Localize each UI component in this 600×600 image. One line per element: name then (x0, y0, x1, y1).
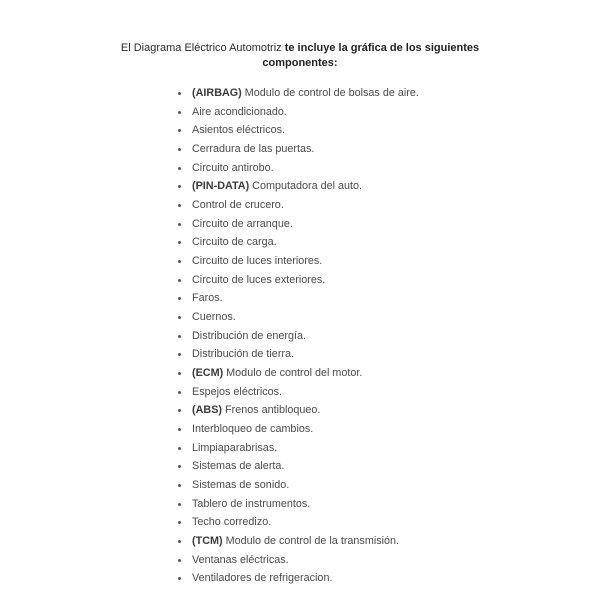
bullet-icon (178, 111, 181, 114)
component-description: Cuernos. (192, 311, 236, 324)
bullet-icon (178, 372, 181, 375)
intro-heading (0, 41, 600, 71)
list-item (178, 196, 419, 215)
bullet-icon (178, 260, 181, 263)
heading-bold-line-2: componentes: (262, 57, 338, 69)
component-description: Sistemas de alerta. (192, 460, 285, 473)
component-list (178, 84, 419, 588)
bullet-icon (178, 428, 181, 431)
list-item (178, 271, 419, 290)
component-code: (TCM) (192, 535, 223, 548)
component-description: Limpiaparabrisas. (192, 441, 278, 454)
component-description: Faros. (192, 292, 223, 305)
bullet-icon (178, 447, 181, 450)
list-item (178, 457, 419, 476)
bullet-icon (178, 279, 181, 282)
component-description: Modulo de control de la transmisión. (222, 535, 400, 548)
bullet-icon (178, 465, 181, 468)
component-description: Techo corredizo. (192, 516, 272, 529)
component-description: Sistemas de sonido. (192, 479, 290, 492)
list-item (178, 532, 419, 551)
bullet-icon (178, 521, 181, 524)
list-item (178, 551, 419, 570)
component-code: (ECM) (192, 367, 224, 380)
list-item (178, 140, 419, 159)
component-description: Asientos eléctricos. (192, 124, 286, 137)
list-item (178, 401, 419, 420)
component-description: Circuito de luces exteriores. (192, 273, 326, 286)
bullet-icon (178, 391, 181, 394)
list-item (178, 308, 419, 327)
component-description: Espejos eléctricos. (192, 385, 283, 398)
component-description: Cerradura de las puertas. (192, 143, 315, 156)
list-item (178, 513, 419, 532)
list-item (178, 476, 419, 495)
component-description: Circuito de arranque. (192, 217, 293, 230)
list-item (178, 420, 419, 439)
list-item (178, 364, 419, 383)
component-description: Tablero de instrumentos. (192, 497, 311, 510)
bullet-icon (178, 559, 181, 562)
bullet-icon (178, 241, 181, 244)
bullet-icon (178, 540, 181, 543)
bullet-icon (178, 335, 181, 338)
bullet-icon (178, 92, 181, 95)
list-item (178, 289, 419, 308)
heading-intro-text: El Diagrama Eléctrico Automotriz (120, 42, 285, 54)
component-description: Ventanas eléctricas. (192, 553, 289, 566)
bullet-icon (178, 129, 181, 132)
bullet-icon (178, 577, 181, 580)
bullet-icon (178, 148, 181, 151)
component-code: (AIRBAG) (192, 87, 242, 99)
bullet-icon (178, 316, 181, 319)
list-item (178, 84, 419, 103)
list-item (178, 495, 419, 514)
component-description: Ventiladores de refrigeracion. (192, 572, 333, 585)
bullet-icon (178, 409, 181, 412)
bullet-icon (178, 185, 181, 188)
component-description: Modulo de control del motor. (223, 367, 363, 380)
component-description: Control de crucero. (192, 199, 284, 212)
heading-bold-line-1: te incluye la gráfica de los siguientes (284, 42, 480, 54)
list-item (178, 103, 419, 122)
bullet-icon (178, 503, 181, 506)
component-description: Distribución de tierra. (192, 348, 295, 361)
bullet-icon (178, 297, 181, 300)
bullet-icon (178, 223, 181, 226)
bullet-icon (178, 484, 181, 487)
component-description: Circuito de luces interiores. (192, 255, 323, 268)
component-description: Aire acondicionado. (192, 105, 287, 118)
component-description: Circuito antirobo. (192, 161, 274, 174)
bullet-icon (178, 204, 181, 207)
list-item (178, 177, 419, 196)
list-item (178, 327, 419, 346)
component-code: (PIN-DATA) (192, 180, 250, 193)
list-item (178, 159, 419, 178)
list-item (178, 233, 419, 252)
list-item (178, 215, 419, 234)
list-item (178, 345, 419, 364)
component-description: Computadora del auto. (249, 180, 363, 193)
list-item (178, 121, 419, 140)
component-description: Interbloqueo de cambios. (192, 423, 314, 436)
component-description: Distribución de energía. (192, 329, 307, 342)
component-description: Modulo de control de bolsas de aire. (241, 87, 419, 99)
list-item (178, 383, 419, 402)
list-item (178, 569, 419, 588)
component-description: Circuito de carga. (192, 236, 277, 249)
list-item (178, 252, 419, 271)
bullet-icon (178, 167, 181, 170)
bullet-icon (178, 353, 181, 356)
component-description: Frenos antibloqueo. (222, 404, 321, 417)
component-code: (ABS) (192, 404, 222, 417)
list-item (178, 439, 419, 458)
